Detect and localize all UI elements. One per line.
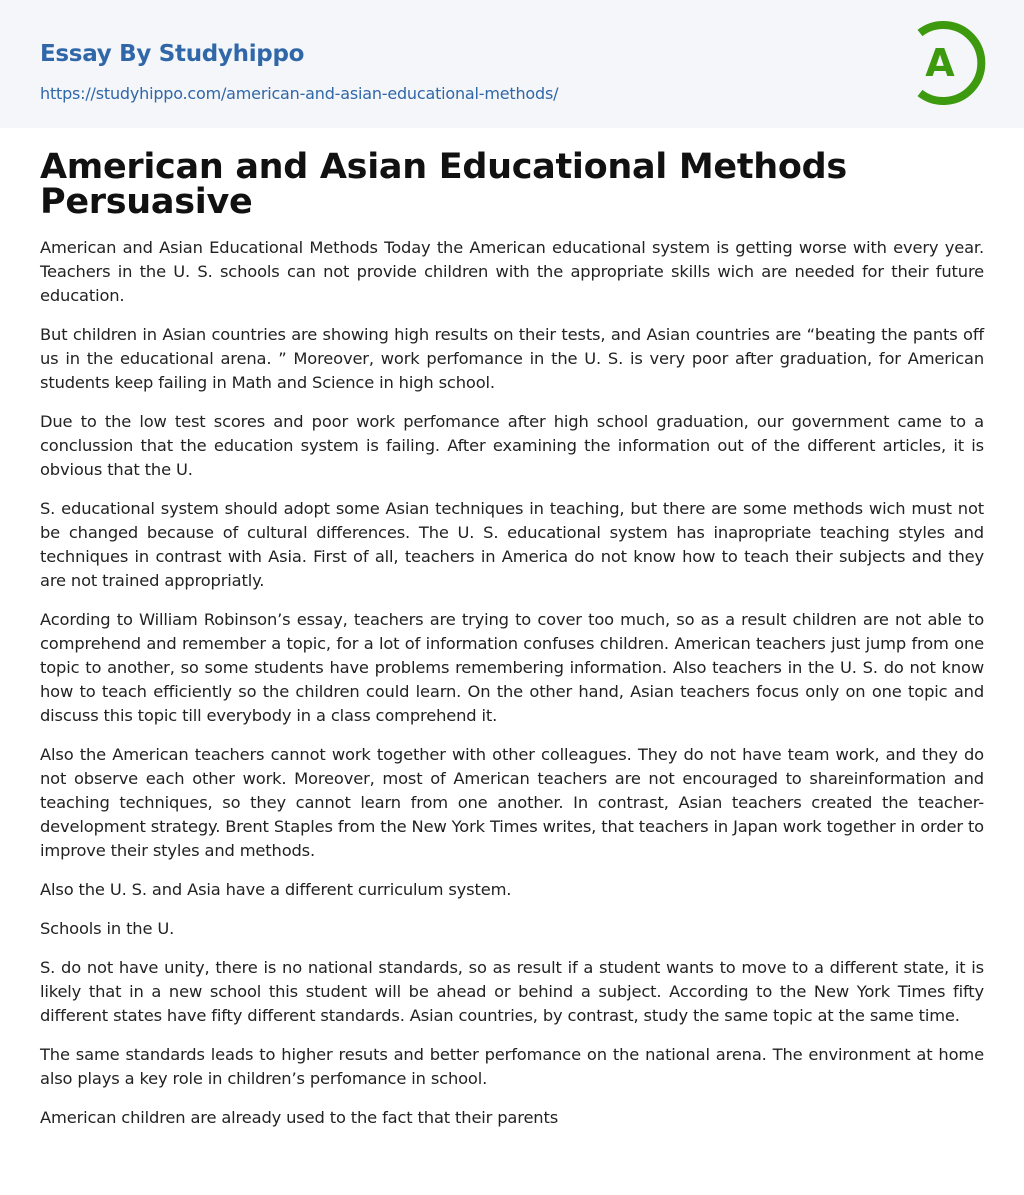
essay-paragraph: American and Asian Educational Methods Today the American educational system is getting worse with every year. Teachers in the U. S. schools can not provide children with the appropriate skills wich are needed for their future education. [40,238,984,305]
essay-paragraph: Also the American teachers cannot work together with other colleagues. They do not have team work, and they do not observe each other work. Moreover, most of American teachers are not encouraged to shareinformation and teaching techniques, so they cannot learn from one another. In contrast, Asian teachers created the teacher-development strategy. Brent Staples from the New York Times writes, that teachers in Japan work together in order to improve their styles and methods. [40,745,984,860]
essay-url-link[interactable]: https://studyhippo.com/american-and-asian-educational-methods/ [40,84,559,103]
essay-paragraph: Schools in the U. [40,919,175,938]
essay-paragraph: Due to the low test scores and poor work perfomance after high school graduation, our government came to a conclussion that the education system is failing. After examining the information out of the different articles, it is obvious that the U. [40,412,984,479]
essay-paragraph: S. do not have unity, there is no national standards, so as result if a student wants to move to a different state, it is likely that in a new school this student will be ahead or behind a subject. According to the New York Times fifty different states have fifty different standards. Asian countries, by contrast, study the same topic at the same time. [40,958,984,1025]
essay-paragraph: S. educational system should adopt some Asian techniques in teaching, but there are some methods wich must not be changed because of cultural differences. The U. S. educational system has inapropriate teaching styles and techniques in contrast with Asia. First of all, teachers in America do not know how to teach their subjects and they are not trained appropriatly. [40,499,984,590]
essay-paragraph: But children in Asian countries are showing high results on their tests, and Asian countries are “beating the pants off us in the educational arena. ” Moreover, work perfomance in the U. S. is very poor after graduation, for American students keep failing in Math and Science in high school. [40,325,984,392]
essay-paragraph: Acording to William Robinson’s essay, teachers are trying to cover too much, so as a result children are not able to comprehend and remember a topic, for a lot of information confuses children. American teachers just jump from one topic to another, so some students have problems remembering information. Also teachers in the U. S. do not know how to teach efficiently so the children could learn. On the other hand, Asian teachers focus only on one topic and discuss this topic till everybody in a class comprehend it. [40,610,984,725]
essay-paragraph: American children are already used to the fact that their parents [40,1108,559,1127]
site-header [0,0,1024,128]
logo-letter: A [925,41,955,85]
essay-title: American and Asian Educational Methods Persuasive [40,147,847,222]
brand-name: Essay By Studyhippo [40,41,305,67]
essay-paragraph: Also the U. S. and Asia have a different curriculum system. [40,880,512,899]
essay-content [0,128,1024,1130]
studyhippo-logo-icon[interactable] [900,18,990,108]
essay-paragraph: The same standards leads to higher resuts and better perfomance on the national arena. The environment at home also plays a key role in children’s perfomance in school. [40,1045,984,1088]
